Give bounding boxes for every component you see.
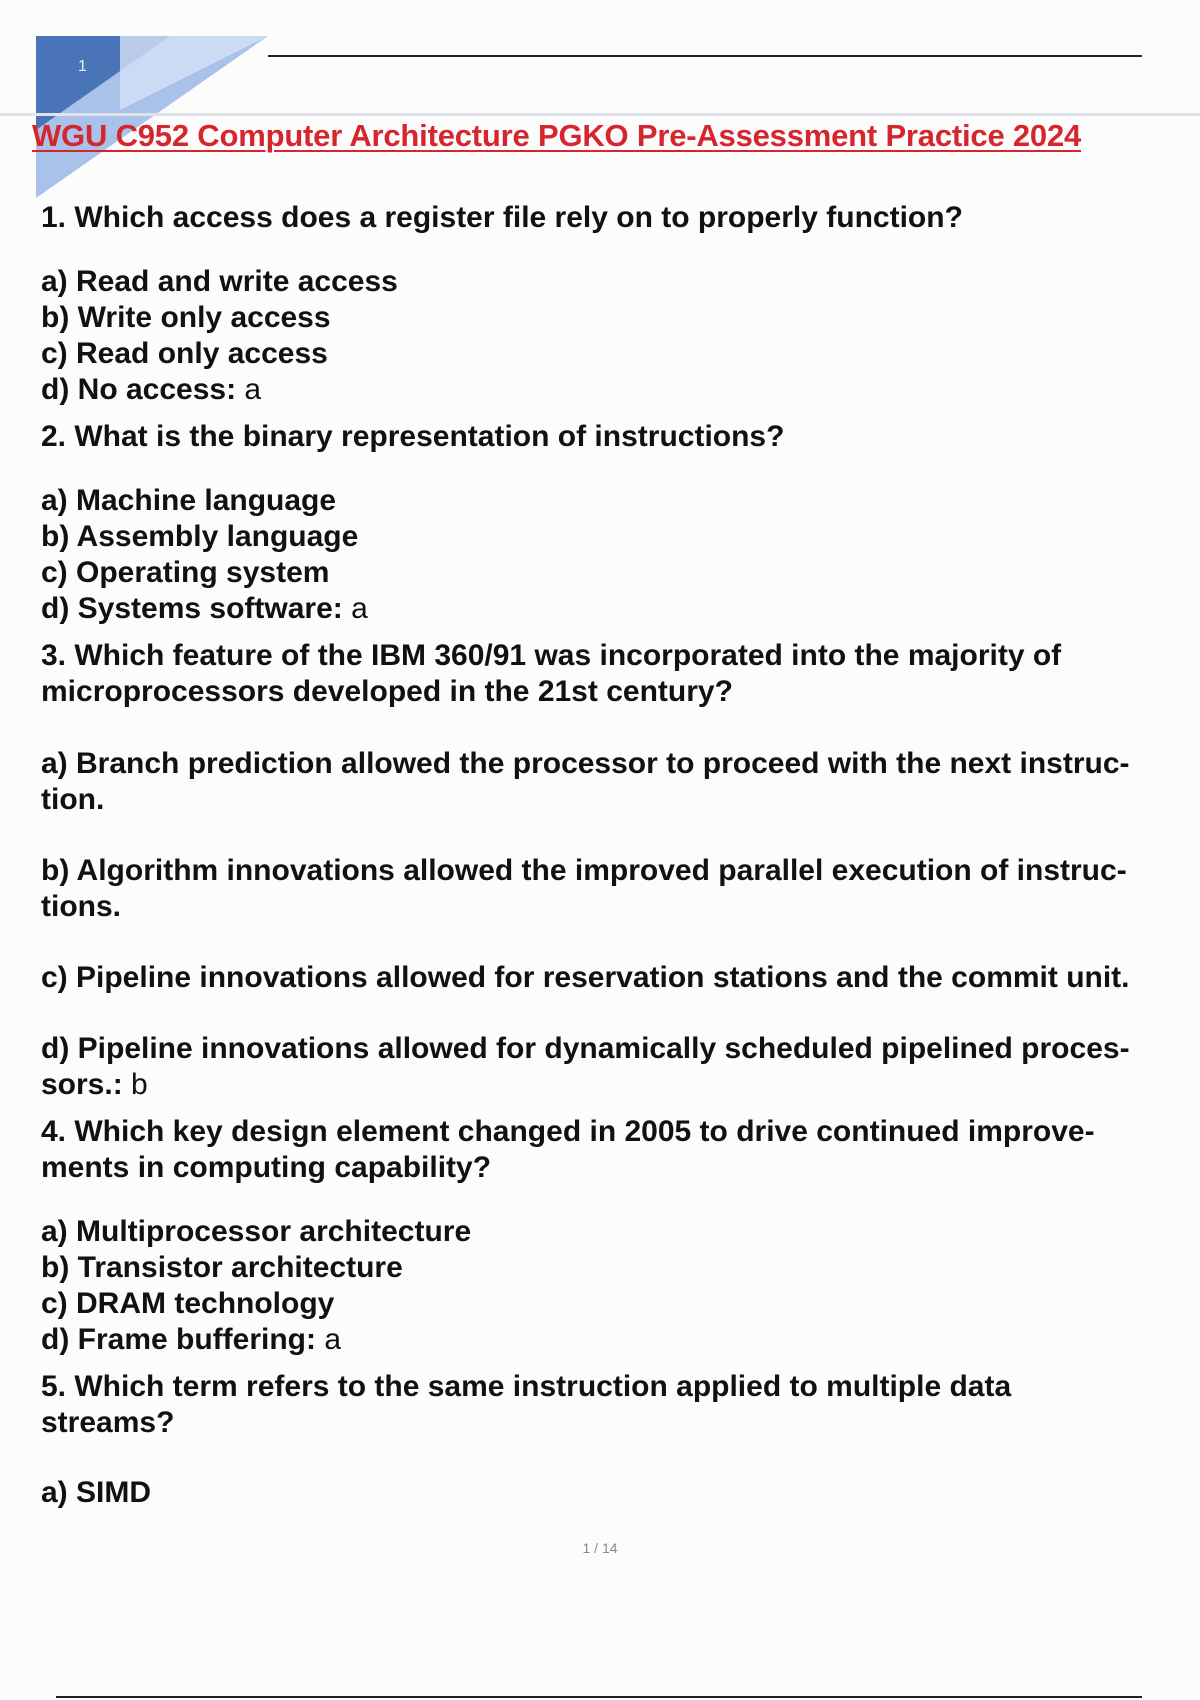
answer-key: a — [351, 592, 368, 625]
option-d-label: sors.: — [41, 1068, 123, 1101]
option-d-label: d) No access: — [41, 373, 237, 406]
question-list — [41, 200, 1191, 1522]
answer-key: b — [131, 1068, 148, 1101]
header-rule — [268, 55, 1142, 57]
corner-decoration — [0, 0, 300, 200]
option-b: b) Write only access — [41, 301, 331, 334]
option-a-line-1: a) Branch prediction allowed the processor to proceed with the next instruc- — [41, 747, 1130, 780]
question-text: 1. Which access does a register file rely on to properly function? — [41, 201, 963, 234]
option-c: c) Operating system — [41, 556, 330, 589]
question-block-3 — [41, 638, 1191, 1103]
option-b: b) Assembly language — [41, 520, 359, 553]
option-a: a) SIMD — [41, 1476, 152, 1509]
option-b-line-1: b) Algorithm innovations allowed the improved parallel execution of instruc- — [41, 854, 1127, 887]
answer-key: a — [244, 373, 262, 406]
question-text-line-2: microprocessors developed in the 21st century? — [41, 675, 733, 708]
option-d-label: d) Frame buffering: — [41, 1323, 316, 1356]
page-number: 1 — [78, 58, 87, 75]
question-text-line-2: streams? — [41, 1406, 175, 1439]
question-block-4 — [41, 1114, 1191, 1358]
question-block-2 — [41, 419, 1191, 627]
answer-key: a — [324, 1323, 342, 1356]
option-d — [41, 591, 1191, 627]
option-d — [41, 372, 1191, 408]
question-block-1 — [41, 200, 1191, 408]
question-block-5 — [41, 1369, 1191, 1511]
header-band — [0, 113, 1200, 116]
option-c-line-1: c) Pipeline innovations allowed for reservation stations and the commit unit. — [41, 961, 1130, 994]
option-d — [41, 1322, 1191, 1358]
option-a: a) Read and write access — [41, 265, 398, 298]
option-a: a) Multiprocessor architecture — [41, 1215, 472, 1248]
option-a-line-2: tion. — [41, 783, 105, 816]
option-b — [41, 853, 1191, 925]
option-d-label: d) Systems software: — [41, 592, 343, 625]
question-text: 2. What is the binary representation of instructions? — [41, 420, 785, 453]
option-a: a) Machine language — [41, 484, 337, 517]
option-b: b) Transistor architecture — [41, 1251, 403, 1284]
option-c: c) Read only access — [41, 337, 328, 370]
question-text-line-1: 5. Which term refers to the same instruction applied to multiple data — [41, 1370, 1012, 1403]
option-a — [41, 746, 1191, 818]
option-c — [41, 960, 1191, 996]
question-text-line-1: 3. Which feature of the IBM 360/91 was incorporated into the majority of — [41, 639, 1062, 672]
page-indicator: 1 / 14 — [582, 1540, 618, 1556]
option-c: c) DRAM technology — [41, 1287, 335, 1320]
question-text-line-2: ments in computing capability? — [41, 1151, 492, 1184]
option-d-line-2 — [41, 1067, 1191, 1103]
footer-rule — [56, 1696, 1142, 1698]
option-d — [41, 1031, 1191, 1103]
document-title: WGU C952 Computer Architecture PGKO Pre-Assessment Practice 2024 — [32, 118, 1082, 153]
question-text-line-1: 4. Which key design element changed in 2005 to drive continued improve- — [41, 1115, 1095, 1148]
option-b-line-2: tions. — [41, 890, 121, 923]
option-d-line-1: d) Pipeline innovations allowed for dynamically scheduled pipelined proces- — [41, 1032, 1130, 1065]
